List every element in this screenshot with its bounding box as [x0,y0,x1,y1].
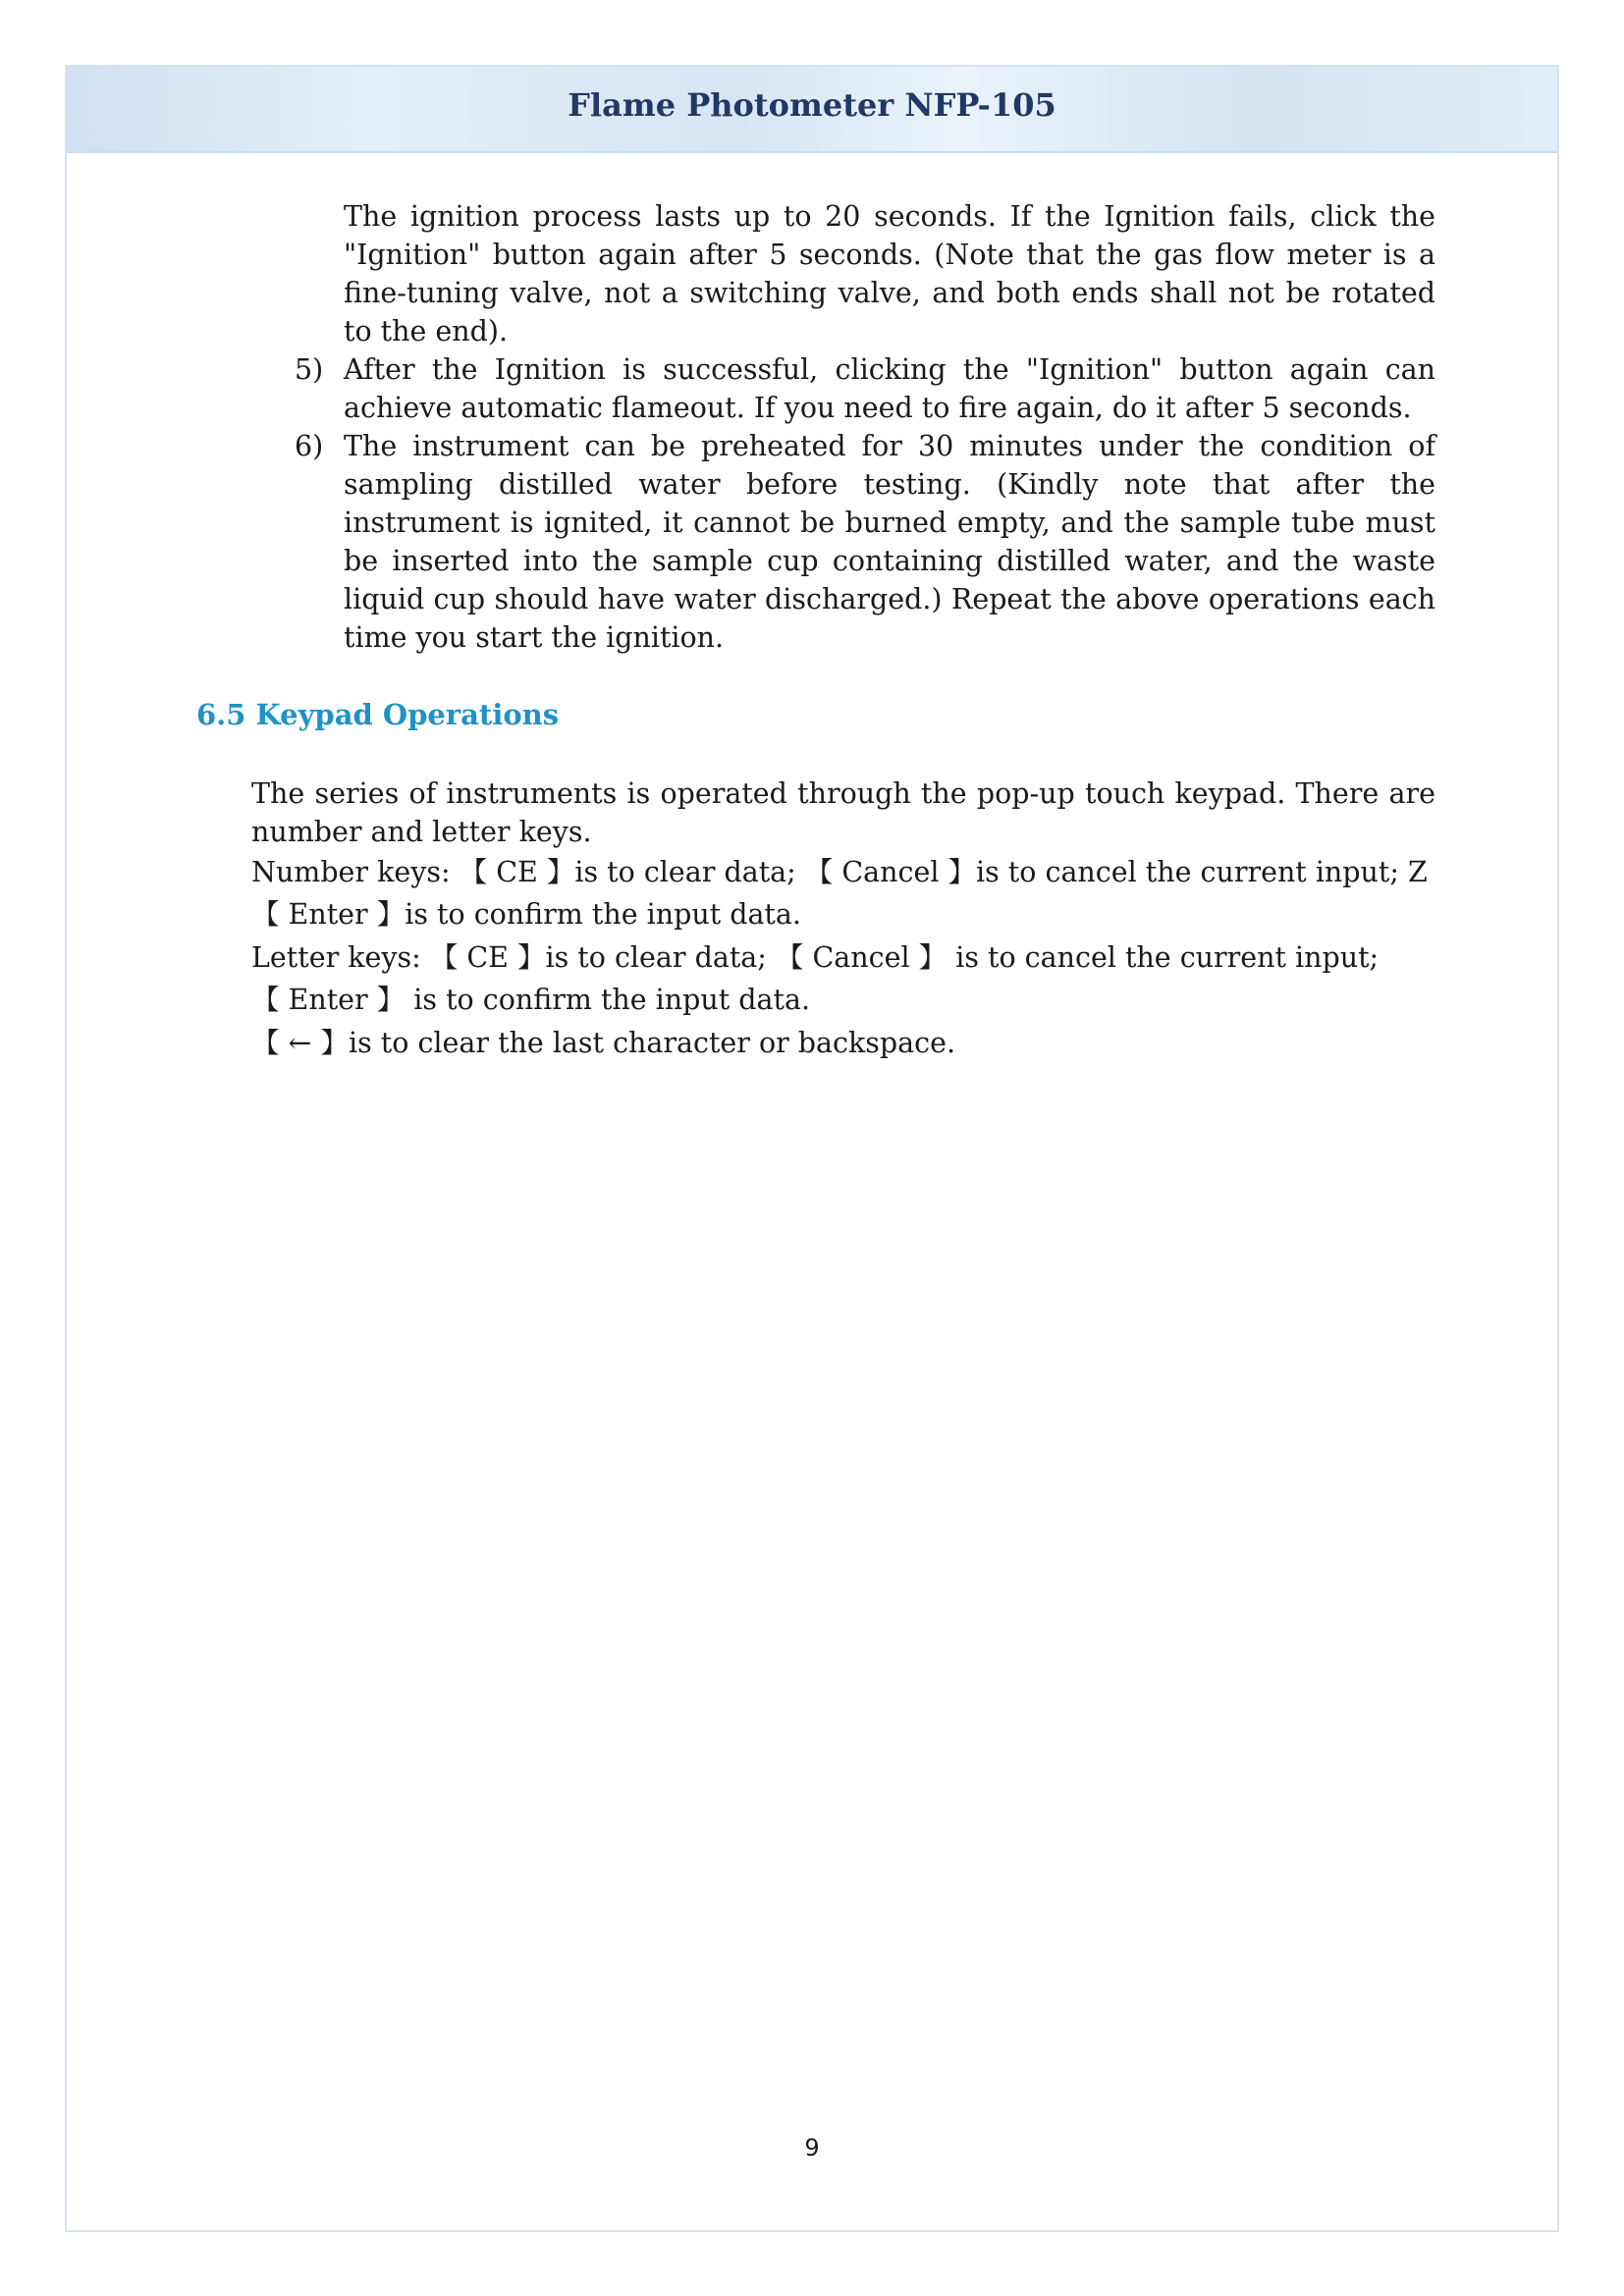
document-title: Flame Photometer NFP-105 [568,86,1056,124]
list-item-number: 5) [295,353,324,386]
number-keys-line-1: Number keys: 【 CE 】is to clear data; 【 Cancel 】is to cancel the current input; Z [251,856,1428,888]
letter-keys-line-1: Letter keys: 【 CE 】is to clear data; 【 Cancel 】 is to cancel the current input; [251,941,1380,974]
list-item: The instrument can be preheated for 30 minutes under the condition of sampling distilled water before testing. (Kindly note that after the instrument is ignited, it cannot be burned empty, and the sample tube must be inserted into the sample cup containing distilled water, and the waste liquid cup should have water discharged.) Repeat the above operations each time you start the ignition. [344,430,1435,654]
section-heading: 6.5 Keypad Operations [196,698,560,731]
section-intro: The series of instruments is operated through the pop-up touch keypad. There are number and letter keys. [251,777,1435,848]
number-keys-line-2: 【 Enter 】is to confirm the input data. [251,898,801,931]
backspace-key-line: 【 ← 】is to clear the last character or backspace. [251,1027,956,1059]
list-item: After the Ignition is successful, clicking the "Ignition" button again can achieve automatic flameout. If you need to fire again, do it after 5 seconds. [344,353,1435,424]
list-continuation: The ignition process lasts up to 20 seconds. If the Ignition fails, click the "Ignition" button again after 5 seconds. (Note that the gas flow meter is a fine-tuning valve, not a switching valve, and both ends shall not be rotated to the end). [344,200,1435,347]
list-item-number: 6) [295,430,324,462]
page-number: 9 [804,2134,820,2162]
page-header [67,67,1557,153]
letter-keys-line-2: 【 Enter 】 is to confirm the input data. [251,984,810,1016]
